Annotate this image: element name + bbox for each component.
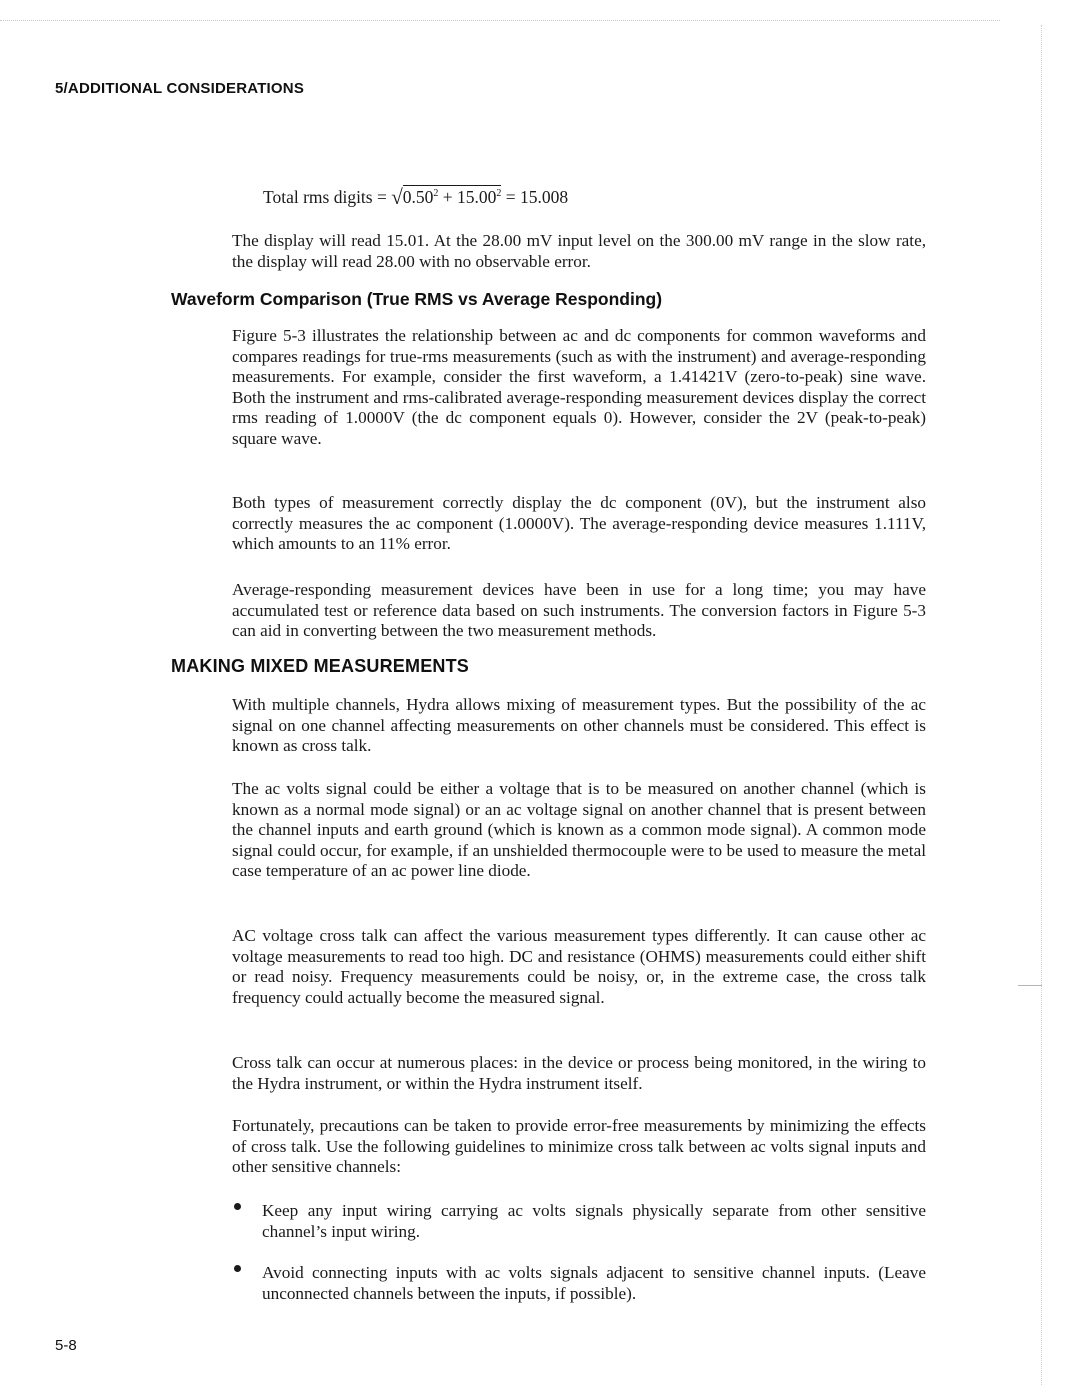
bullet-marker: [231, 1263, 243, 1275]
scan-margin-mark: [1018, 985, 1042, 986]
paragraph-both-types: Both types of measurement correctly display the dc component (0V), but the instrument also correctly measures the ac component (1.0000V). The average-responding device measures 1.111V, which amounts to an 11% error.: [232, 493, 926, 553]
radical-sign: √: [391, 185, 403, 209]
term1: 0.50: [402, 187, 434, 207]
scan-edge-top: [0, 20, 1000, 21]
paragraph-average-responding: Average-responding measurement devices have been in use for a long time; you may have accumulated test or reference data based on such instruments. The conversion factors in Figure 5-3 can aid in converting between the two measurement methods.: [232, 580, 926, 640]
exponent1: 2: [433, 188, 439, 199]
exponent2: 2: [496, 188, 502, 199]
paragraph-ac-volts-signal: The ac volts signal could be either a voltage that is to be measured on another channel (which is known as a normal mode signal) or an ac voltage signal on another channel that is present between the channel inputs and earth ground (which is known as a common mode signal). A common mode signal could occur, for example, if an unshielded thermocouple were to be used to measure the metal case temperature of an ac power line diode.: [232, 779, 926, 880]
paragraph-fortunately: Fortunately, precautions can be taken to provide error-free measurements by minimizing the effects of cross talk. Use the following guidelines to minimize cross talk between ac volts signal inputs and other sensitive channels:: [232, 1116, 926, 1176]
paragraph-cross-talk-places: Cross talk can occur at numerous places: in the device or process being monitored, in the wiring to the Hydra instrument, or within the Hydra instrument itself.: [232, 1053, 926, 1093]
equation-left: Total rms digits =: [263, 187, 392, 207]
paragraph-display: The display will read 15.01. At the 28.00 mV input level on the 300.00 mV range in the slow rate, the display will read 28.00 with no observable error.: [232, 231, 926, 271]
paragraph-figure-5-3: Figure 5-3 illustrates the relationship between ac and dc components for common waveforms and compares readings for true-rms measurements (such as with the instrument) and average-responding measurements. For example, consider the first waveform, a 1.41421V (zero-to-peak) sine wave. Both the instrument and rms-calibrated average-responding measurement devices display the correct rms reading of 1.0000V (the dc component equals 0). However, consider the 2V (peak-to-peak) square wave.: [232, 326, 926, 448]
section-header: 5/ADDITIONAL CONSIDERATIONS: [55, 80, 305, 97]
bullet-item: Avoid connecting inputs with ac volts signals adjacent to sensitive channel inputs. (Leave unconnected channels between the inputs, if possible).: [262, 1263, 926, 1303]
radicand: [403, 185, 502, 207]
rms-equation: [263, 184, 568, 209]
heading-waveform-comparison: Waveform Comparison (True RMS vs Average Responding): [171, 289, 663, 309]
equation-result: = 15.008: [501, 187, 569, 207]
heading-making-mixed-measurements: MAKING MIXED MEASUREMENTS: [171, 656, 470, 676]
paragraph-ac-cross-talk: AC voltage cross talk can affect the various measurement types differently. It can cause other ac voltage measurements to read too high. DC and resistance (OHMS) measurements could either shift or read noisy. Frequency measurements could be noisy, or, in the extreme case, the cross talk frequency could actually become the measured signal.: [232, 926, 926, 1007]
term2: + 15.00: [438, 187, 497, 207]
bullet-item: Keep any input wiring carrying ac volts signals physically separate from other sensitive channel’s input wiring.: [262, 1201, 926, 1241]
scan-edge-right: [1041, 25, 1042, 1385]
bullet-marker: [231, 1201, 243, 1213]
page-number: 5-8: [55, 1337, 77, 1354]
paragraph-multiple-channels: With multiple channels, Hydra allows mixing of measurement types. But the possibility of the ac signal on one channel affecting measurements on other channels must be considered. This effect is known as cross talk.: [232, 695, 926, 755]
